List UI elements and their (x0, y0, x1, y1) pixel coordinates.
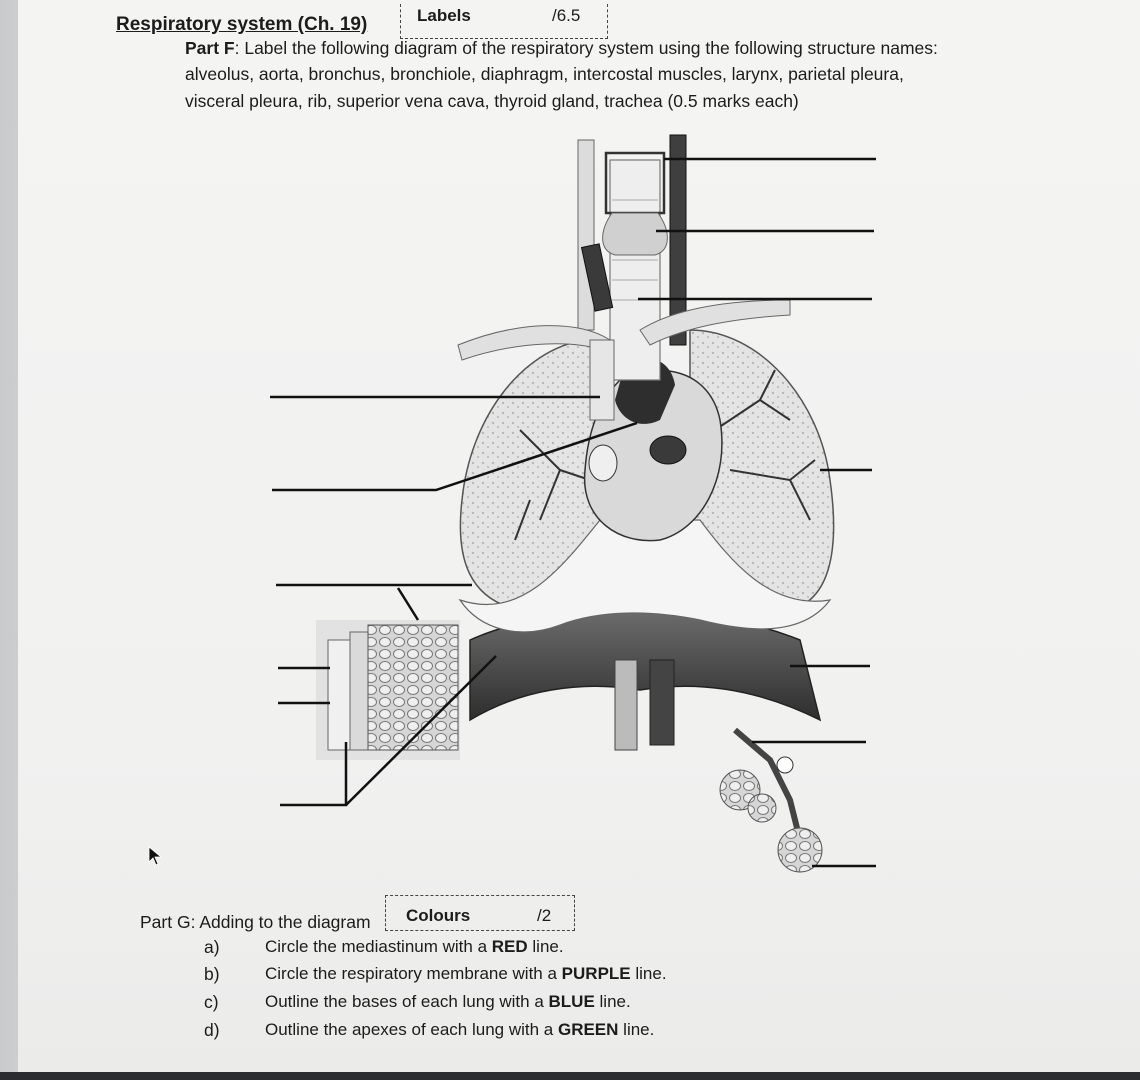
part-g-item-b-text: Circle the respiratory membrane with a PURPLE line. (265, 964, 667, 983)
part-f-line-3: visceral pleura, rib, superior vena cava, thyroid gland, trachea (0.5 marks each) (185, 91, 799, 111)
superior-vena-cava-shape (590, 340, 614, 420)
part-f-prefix: Part F (185, 38, 235, 58)
alveoli-inset (720, 730, 822, 872)
part-f-line-1-text: : Label the following diagram of the respiratory system using the following structure names: (234, 38, 938, 58)
monitor-bezel (0, 1072, 1140, 1080)
chest-wall-inset (316, 620, 460, 760)
trachea-shape (610, 160, 660, 380)
pulmonary-trunk-shape (650, 436, 686, 464)
part-g-item-b-letter: b) (204, 964, 220, 984)
part-g-item-c-letter: c) (204, 992, 219, 1012)
descending-aorta-shape (615, 660, 637, 750)
right-carotid-shape (578, 140, 594, 330)
vessel-opening-shape (589, 445, 617, 481)
part-g-item-a-text: Circle the mediastinum with a RED line. (265, 937, 564, 956)
thyroid-gland-shape (603, 213, 668, 255)
labels-box-score: /6.5 (552, 6, 581, 25)
part-g-heading: Part G: Adding to the diagram (140, 912, 371, 932)
part-g-item-d-letter: d) (204, 1020, 220, 1040)
worksheet-title: Respiratory system (Ch. 19) (116, 14, 368, 35)
colours-box-score: /2 (537, 906, 552, 925)
part-g-item-d-text: Outline the apexes of each lung with a GREEN line. (265, 1020, 655, 1039)
part-g-item-c-text: Outline the bases of each lung with a BLUE line. (265, 992, 631, 1011)
colours-box-label: Colours (406, 906, 471, 925)
mouse-cursor-icon (147, 846, 163, 866)
label-line-7-branch (398, 588, 418, 620)
labels-box-label: Labels (417, 6, 471, 25)
inferior-vena-cava-shape (650, 660, 674, 745)
part-f-line-2: alveolus, aorta, bronchus, bronchiole, diaphragm, intercostal muscles, larynx, parietal pleura, (185, 64, 904, 84)
part-g-item-a-letter: a) (204, 937, 220, 957)
